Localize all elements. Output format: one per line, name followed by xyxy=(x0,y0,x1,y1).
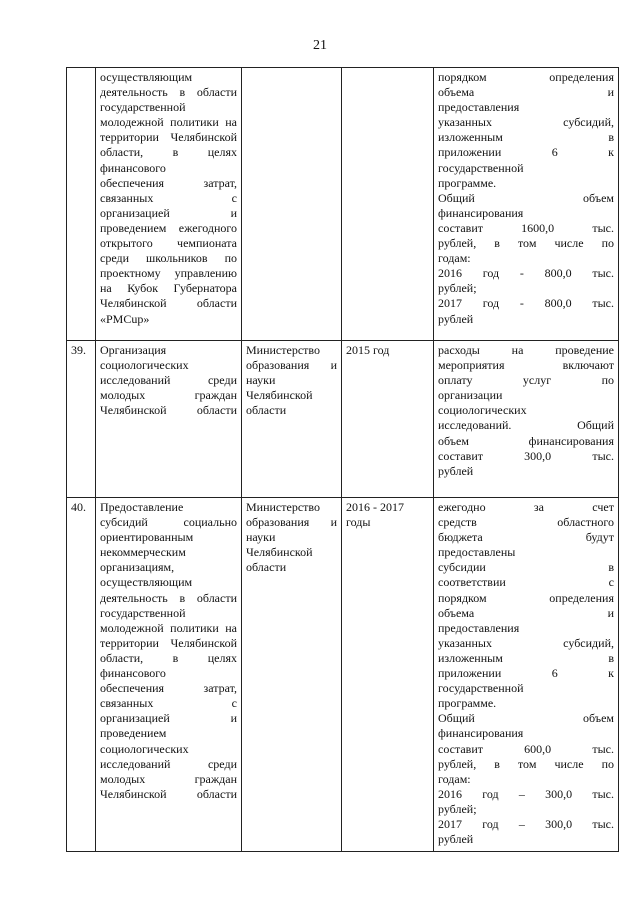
cell-text-line: 2017 год – 300,0 тыс. xyxy=(438,816,614,831)
cell-text-line: рублей xyxy=(438,832,474,847)
cell-text-line: среди школьников по xyxy=(100,251,237,266)
executor-cell xyxy=(242,341,342,498)
cell-text-line: Министерство xyxy=(246,343,320,357)
result-cell xyxy=(434,341,619,498)
cell-text-line: соответствии с xyxy=(438,575,614,590)
executor-cell xyxy=(242,498,342,852)
cell-text-line: «PMCup» xyxy=(100,311,150,326)
cell-text-line: программе. xyxy=(438,175,497,190)
cell-text-line: рублей, в том числе по xyxy=(438,236,614,251)
cell-text-line: организации xyxy=(438,388,503,403)
cell-text-line: субсидий социально xyxy=(100,515,237,530)
cell-text-line: социологических xyxy=(438,403,527,418)
cell-text-line: изложенным в xyxy=(438,130,614,145)
cell-text-line: науки xyxy=(246,373,276,388)
cell-text-line: организациям, xyxy=(100,560,175,575)
cell-text-line: Челябинской области xyxy=(100,296,237,311)
cell-text-line: Общий объем xyxy=(438,711,614,726)
cell-text-line: финансирования xyxy=(438,205,524,220)
cell-text-line: Организация xyxy=(100,343,167,357)
cell-text-line: Челябинской xyxy=(246,545,313,560)
cell-text-line: государственной xyxy=(100,605,186,620)
cell-text-line: молодежной политики на xyxy=(100,620,237,635)
term-cell: 2015 год xyxy=(342,341,434,498)
cell-text-line: исследований среди xyxy=(100,373,237,388)
row-number-cell: 39. xyxy=(67,341,96,498)
cell-text-line: указанных субсидий, xyxy=(438,635,614,650)
cell-text-line: рублей; xyxy=(438,281,477,296)
cell-text-line: годам: xyxy=(438,251,471,266)
cell-text-line: ориентированным xyxy=(100,530,194,545)
cell-text-line: образования и xyxy=(246,358,337,373)
cell-text-line: объема и xyxy=(438,605,614,620)
cell-text-line: годам: xyxy=(438,771,471,786)
cell-text-line: государственной xyxy=(438,160,524,175)
cell-text-line: порядком определения xyxy=(438,70,614,84)
activity-name-cell xyxy=(96,498,242,852)
cell-text-line: обеспечения затрат, xyxy=(100,175,237,190)
cell-text-line: государственной xyxy=(100,100,186,115)
cell-text-line: рублей, в том числе по xyxy=(438,756,614,771)
cell-text-line: организацией и xyxy=(100,711,237,726)
cell-text-line: молодых граждан xyxy=(100,771,237,786)
cell-text-line: бюджета будут xyxy=(438,530,614,545)
cell-text-line: субсидии в xyxy=(438,560,614,575)
cell-text-line: связанных с xyxy=(100,696,237,711)
cell-text-line: приложении 6 к xyxy=(438,145,614,160)
cell-text-line: науки xyxy=(246,530,276,545)
cell-text-line: осуществляющим xyxy=(100,575,193,590)
cell-text-line: на Кубок Губернатора xyxy=(100,281,237,296)
table-row xyxy=(67,498,619,852)
cell-text-line: расходы на проведение xyxy=(438,343,614,357)
row-number-cell: 40. xyxy=(67,498,96,852)
term-cell: 2016 - 2017 годы xyxy=(342,498,434,852)
cell-text-line: 2016 год - 800,0 тыс. xyxy=(438,266,614,281)
cell-text-line: предоставления xyxy=(438,620,520,635)
cell-text-line: составит 300,0 тыс. xyxy=(438,448,614,463)
cell-text-line: рублей xyxy=(438,311,474,326)
cell-text-line: порядком определения xyxy=(438,590,614,605)
cell-text-line: осуществляющим xyxy=(100,70,193,84)
cell-text-line: ежегодно за счет xyxy=(438,500,614,514)
cell-text-line: области xyxy=(246,560,287,575)
cell-text-line: Челябинской области xyxy=(100,403,237,418)
cell-text-line: Министерство xyxy=(246,500,320,514)
cell-text-line: приложении 6 к xyxy=(438,666,614,681)
executor-cell xyxy=(242,68,342,341)
cell-text-line: связанных с xyxy=(100,190,237,205)
row-number-cell xyxy=(67,68,96,341)
cell-text-line: Челябинской xyxy=(246,388,313,403)
cell-text-line: государственной xyxy=(438,681,524,696)
cell-text-line: объема и xyxy=(438,85,614,100)
cell-text-line: исследований среди xyxy=(100,756,237,771)
table-row xyxy=(67,341,619,498)
cell-text-line: открытого чемпионата xyxy=(100,236,237,251)
cell-text-line: рублей; xyxy=(438,801,477,816)
cell-text-line: оплату услуг по xyxy=(438,373,614,388)
cell-text-line: финансирования xyxy=(438,726,524,741)
cell-text-line: молодежной политики на xyxy=(100,115,237,130)
cell-text-line: 2016 год – 300,0 тыс. xyxy=(438,786,614,801)
cell-text-line: области xyxy=(246,403,287,418)
cell-text-line: мероприятия включают xyxy=(438,358,614,373)
cell-text-line: программе. xyxy=(438,696,497,711)
result-cell xyxy=(434,498,619,852)
cell-text-line: финансового xyxy=(100,666,166,681)
cell-text-line: 2017 год - 800,0 тыс. xyxy=(438,296,614,311)
cell-text-line: рублей xyxy=(438,463,474,478)
cell-text-line: средств областного xyxy=(438,515,614,530)
cell-text-line: деятельность в области xyxy=(100,85,237,100)
cell-text-line: молодых граждан xyxy=(100,388,237,403)
cell-text-line: социологических xyxy=(100,741,189,756)
cell-text-line: Предоставление xyxy=(100,500,184,514)
cell-text-line: территории Челябинской xyxy=(100,635,237,650)
cell-text-line: проектному управлению xyxy=(100,266,237,281)
cell-text-line: образования и xyxy=(246,515,337,530)
cell-text-line: составит 1600,0 тыс. xyxy=(438,220,614,235)
cell-text-line: проведением xyxy=(100,726,167,741)
activity-name-cell xyxy=(96,341,242,498)
cell-text-line: изложенным в xyxy=(438,650,614,665)
table-row xyxy=(67,68,619,341)
cell-text-line: объем финансирования xyxy=(438,433,614,448)
cell-text-line: финансового xyxy=(100,160,166,175)
cell-text-line: некоммерческим xyxy=(100,545,186,560)
cell-text-line: области, в целях xyxy=(100,650,237,665)
cell-text-line: обеспечения затрат, xyxy=(100,681,237,696)
cell-text-line: предоставлены xyxy=(438,545,516,560)
result-cell xyxy=(434,68,619,341)
page-number: 21 xyxy=(313,38,327,53)
cell-text-line: социологических xyxy=(100,358,189,373)
cell-text-line: предоставления xyxy=(438,100,520,115)
activity-name-cell xyxy=(96,68,242,341)
program-activities-table xyxy=(66,67,619,852)
cell-text-line: деятельность в области xyxy=(100,590,237,605)
cell-text-line: области, в целях xyxy=(100,145,237,160)
cell-text-line: организацией и xyxy=(100,205,237,220)
cell-text-line: Челябинской области xyxy=(100,786,237,801)
term-cell xyxy=(342,68,434,341)
cell-text-line: указанных субсидий, xyxy=(438,115,614,130)
cell-text-line: Общий объем xyxy=(438,190,614,205)
cell-text-line: составит 600,0 тыс. xyxy=(438,741,614,756)
cell-text-line: территории Челябинской xyxy=(100,130,237,145)
cell-text-line: исследований. Общий xyxy=(438,418,614,433)
cell-text-line: проведением ежегодного xyxy=(100,220,237,235)
